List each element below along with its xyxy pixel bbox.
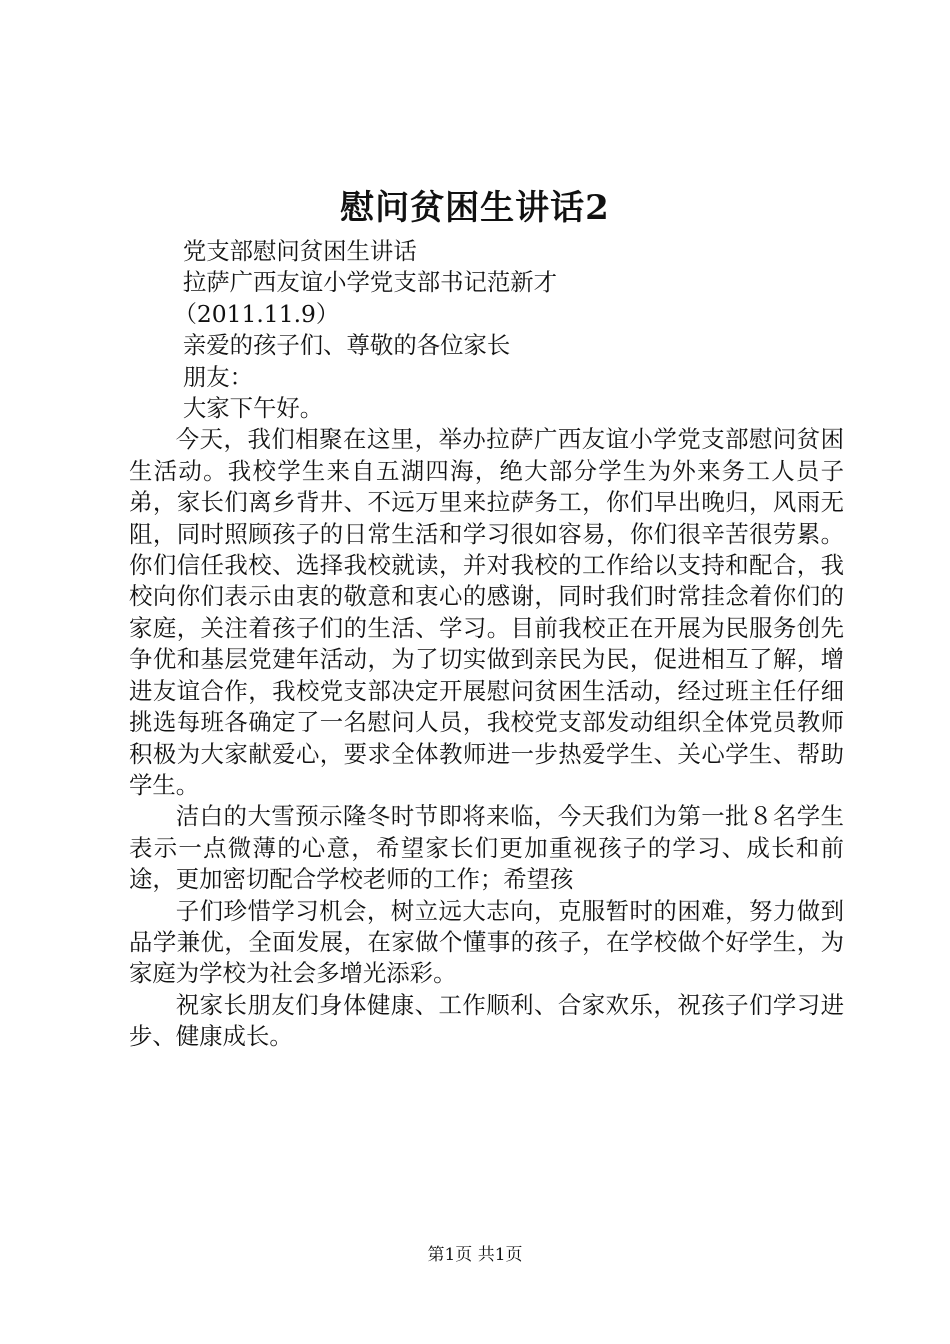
page-footer: 第1页 共1页 — [427, 1245, 523, 1265]
body-paragraph: 子们珍惜学习机会，树立远大志向，克服暂时的困难，努力做到品学兼优，全面发展，在家做个懂事的孩子，在学校做个好学生，为家庭为学校为社会多增光添彩。 — [129, 896, 844, 988]
salutation-line: 亲爱的孩子们、尊敬的各位家长 — [182, 331, 511, 360]
salutation-line-continued: 朋友： — [182, 362, 253, 391]
greeting-line: 大家下午好。 — [182, 394, 324, 423]
body-paragraph: 祝家长朋友们身体健康、工作顺利、合家欢乐，祝孩子们学习进步、健康成长。 — [129, 990, 844, 1051]
subtitle-line: 党支部慰问贫困生讲话 — [182, 237, 417, 265]
document-body — [129, 236, 844, 1053]
body-paragraph: 洁白的大雪预示隆冬时节即将来临，今天我们为第一批８名学生表示一点微薄的心意，希望家长们更加重视孩子的学习、成长和前途，更加密切配合学校老师的工作；希望孩 — [129, 802, 844, 894]
document-title: 慰问贫困生讲话2 — [340, 188, 610, 228]
body-paragraph: 今天，我们相聚在这里，举办拉萨广西友谊小学党支部慰问贫困生活动。我校学生来自五湖四海，绝大部分学生为外来务工人员子弟，家长们离乡背井、不远万里来拉萨务工，你们早出晚归，风雨无阻，同时照顾孩子的日常生活和学习很如容易，你们很辛苦很劳累。你们信任我校、选择我校就读，并对我校的工作给以支持和配合，我校向你们表示由衷的敬意和衷心的感谢，同时我们时常挂念着你们的家庭，关注着孩子们的生活、学习。目前我校正在开展为民服务创先争优和基层党建年活动，为了切实做到亲民为民，促进相互了解，增进友谊合作，我校党支部决定开展慰问贫困生活动，经过班主任仔细挑选每班各确定了一名慰问人员，我校党支部发动组织全体党员教师积极为大家献爱心，要求全体教师进一步热爱学生、关心学生、帮助学生。 — [129, 425, 844, 799]
date-line: （2011.11.9） — [173, 299, 340, 328]
author-line: 拉萨广西友谊小学党支部书记范新才 — [182, 268, 558, 297]
